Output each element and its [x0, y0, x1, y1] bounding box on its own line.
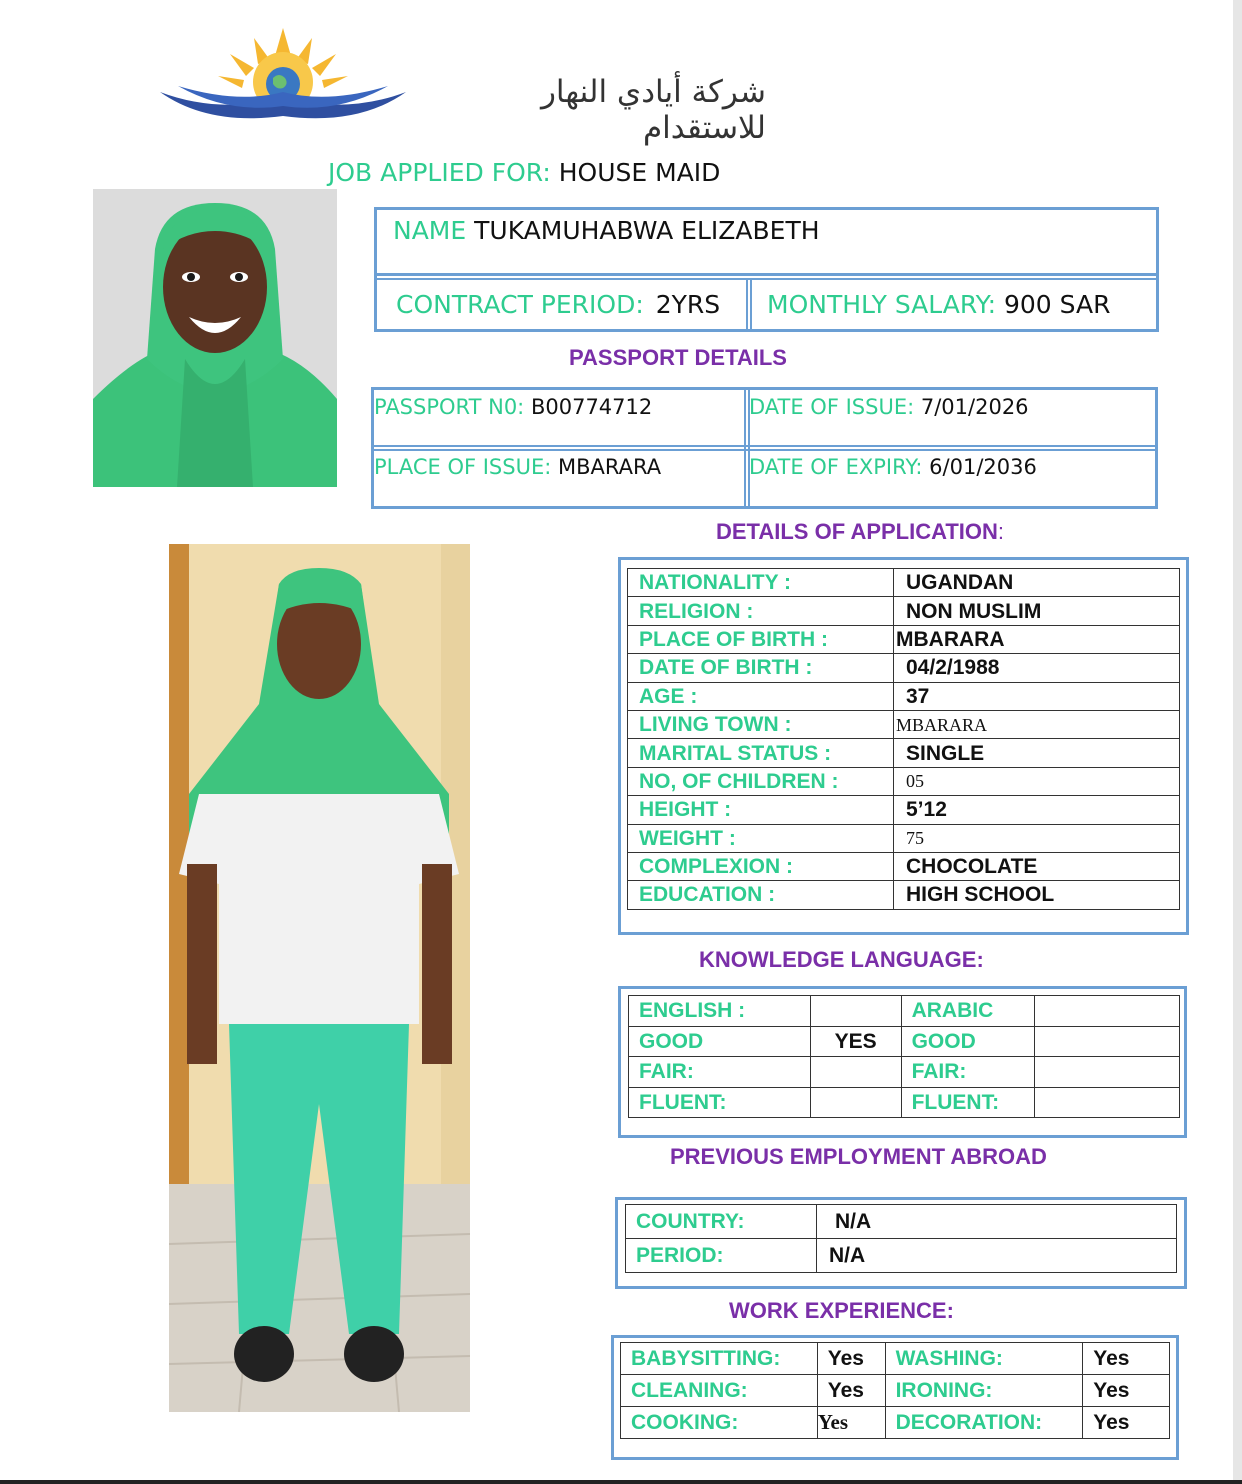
name-label: NAME	[393, 216, 467, 245]
decoration-label: DECORATION:	[885, 1407, 1083, 1439]
contract-label: CONTRACT PERIOD:	[396, 290, 644, 319]
table-row	[628, 710, 1180, 738]
arabic-header-value	[1035, 996, 1180, 1027]
name-field	[393, 216, 820, 245]
application-field-value: UGANDAN	[894, 569, 1180, 597]
table-row	[621, 1343, 1170, 1375]
application-field-value: MBARARA	[894, 710, 1180, 738]
job-value: HOUSE MAID	[558, 158, 721, 187]
application-field-label: MARITAL STATUS :	[628, 739, 894, 767]
cooking-label: COOKING:	[621, 1407, 818, 1439]
portrait-photo	[93, 189, 337, 487]
application-table	[627, 568, 1180, 910]
monthly-salary-field	[767, 290, 1110, 319]
application-field-label: EDUCATION :	[628, 881, 894, 909]
salary-label: MONTHLY SALARY:	[767, 290, 997, 319]
table-row	[629, 996, 1180, 1027]
washing-value: Yes	[1083, 1343, 1170, 1375]
cleaning-value: Yes	[817, 1375, 885, 1407]
previous-employment-heading: PREVIOUS EMPLOYMENT ABROAD	[670, 1144, 1047, 1169]
application-field-label: DATE OF BIRTH :	[628, 654, 894, 682]
application-field-value: 75	[894, 824, 1180, 852]
application-field-value: HIGH SCHOOL	[894, 881, 1180, 909]
english-fair-value	[810, 1057, 901, 1088]
cleaning-label: CLEANING:	[621, 1375, 818, 1407]
application-heading-colon: :	[997, 519, 1005, 544]
application-field-value: NON MUSLIM	[894, 597, 1180, 625]
place-of-issue: MBARARA	[558, 455, 662, 479]
contract-period-field	[396, 290, 720, 319]
decoration-value: Yes	[1083, 1407, 1170, 1439]
table-row	[629, 1026, 1180, 1057]
expiry-date-field	[749, 455, 1037, 479]
application-field-value: SINGLE	[894, 739, 1180, 767]
english-fluent-value	[810, 1087, 901, 1118]
english-header-value	[810, 996, 901, 1027]
application-field-label: LIVING TOWN :	[628, 710, 894, 738]
passport-number: B00774712	[530, 395, 653, 419]
application-field-label: PLACE OF BIRTH :	[628, 625, 894, 653]
issue-date-field	[749, 395, 1029, 419]
arabic-fair-label: FAIR:	[901, 1057, 1035, 1088]
english-fluent-label: FLUENT:	[629, 1087, 811, 1118]
passport-row-divider	[374, 445, 1155, 451]
application-field-label: NATIONALITY :	[628, 569, 894, 597]
full-body-photo	[169, 544, 470, 1412]
table-row	[628, 569, 1180, 597]
application-field-label: HEIGHT :	[628, 796, 894, 824]
work-table	[620, 1342, 1170, 1439]
arabic-fair-value	[1035, 1057, 1180, 1088]
previous-table	[625, 1204, 1177, 1273]
application-field-value: 5’12	[894, 796, 1180, 824]
table-row	[628, 881, 1180, 909]
name-value: TUKAMUHABWA ELIZABETH	[474, 216, 820, 245]
passport-number-label: PASSPORT N0:	[374, 395, 525, 419]
table-row	[628, 796, 1180, 824]
table-row	[628, 682, 1180, 710]
application-field-value: MBARARA	[894, 625, 1180, 653]
table-row	[629, 1087, 1180, 1118]
washing-label: WASHING:	[885, 1343, 1083, 1375]
ironing-label: IRONING:	[885, 1375, 1083, 1407]
table-row	[628, 824, 1180, 852]
table-row	[628, 739, 1180, 767]
table-row	[628, 654, 1180, 682]
application-field-label: RELIGION :	[628, 597, 894, 625]
table-row	[629, 1057, 1180, 1088]
page-edge	[1233, 0, 1242, 1484]
application-field-label: WEIGHT :	[628, 824, 894, 852]
expiry-date-label: DATE OF EXPIRY:	[749, 455, 923, 479]
job-applied-for	[328, 158, 720, 187]
issue-date-label: DATE OF ISSUE:	[749, 395, 915, 419]
name-box-divider	[377, 273, 1156, 280]
babysitting-value: Yes	[817, 1343, 885, 1375]
application-field-label: NO, OF CHILDREN :	[628, 767, 894, 795]
country-value: N/A	[817, 1205, 1177, 1239]
application-field-value: 05	[894, 767, 1180, 795]
english-fair-label: FAIR:	[629, 1057, 811, 1088]
place-of-issue-field	[374, 455, 661, 479]
english-good-label: GOOD	[629, 1026, 811, 1057]
english-good-value: YES	[810, 1026, 901, 1057]
ironing-value: Yes	[1083, 1375, 1170, 1407]
arabic-fluent-label: FLUENT:	[901, 1087, 1035, 1118]
arabic-good-label: GOOD	[901, 1026, 1035, 1057]
period-value: N/A	[817, 1239, 1177, 1273]
table-row	[626, 1239, 1177, 1273]
cooking-value: Yes	[817, 1407, 885, 1439]
application-field-value: 37	[894, 682, 1180, 710]
country-label: COUNTRY:	[626, 1205, 817, 1239]
work-experience-heading: WORK EXPERIENCE:	[729, 1298, 954, 1323]
passport-heading: PASSPORT DETAILS	[569, 345, 787, 370]
application-heading	[716, 519, 1004, 545]
arabic-fluent-value	[1035, 1087, 1180, 1118]
passport-number-field	[374, 395, 652, 419]
salary-value: 900 SAR	[1003, 290, 1111, 319]
table-row	[628, 625, 1180, 653]
application-heading-text: DETAILS OF APPLICATION	[716, 519, 998, 544]
arabic-label: ARABIC	[901, 996, 1035, 1027]
job-label: JOB APPLIED FOR:	[328, 158, 551, 187]
babysitting-label: BABYSITTING:	[621, 1343, 818, 1375]
table-row	[628, 767, 1180, 795]
issue-date: 7/01/2026	[920, 395, 1029, 419]
application-field-value: CHOCOLATE	[894, 852, 1180, 880]
table-row	[628, 597, 1180, 625]
company-logo	[158, 26, 408, 124]
table-row	[628, 852, 1180, 880]
application-field-label: AGE :	[628, 682, 894, 710]
contract-divider	[746, 278, 752, 329]
period-label: PERIOD:	[626, 1239, 817, 1273]
language-table	[628, 995, 1180, 1118]
contract-value: 2YRS	[655, 290, 721, 319]
place-of-issue-label: PLACE OF ISSUE:	[374, 455, 552, 479]
english-label: ENGLISH :	[629, 996, 811, 1027]
table-row	[626, 1205, 1177, 1239]
expiry-date: 6/01/2036	[929, 455, 1037, 479]
arabic-good-value	[1035, 1026, 1180, 1057]
company-name-arabic: شركة أيادي النهار للاستقدام	[540, 74, 766, 146]
application-field-label: COMPLEXION :	[628, 852, 894, 880]
page-bottom-line	[0, 1480, 1242, 1484]
table-row	[621, 1375, 1170, 1407]
table-row	[621, 1407, 1170, 1439]
application-field-value: 04/2/1988	[894, 654, 1180, 682]
language-heading: KNOWLEDGE LANGUAGE:	[699, 947, 984, 972]
